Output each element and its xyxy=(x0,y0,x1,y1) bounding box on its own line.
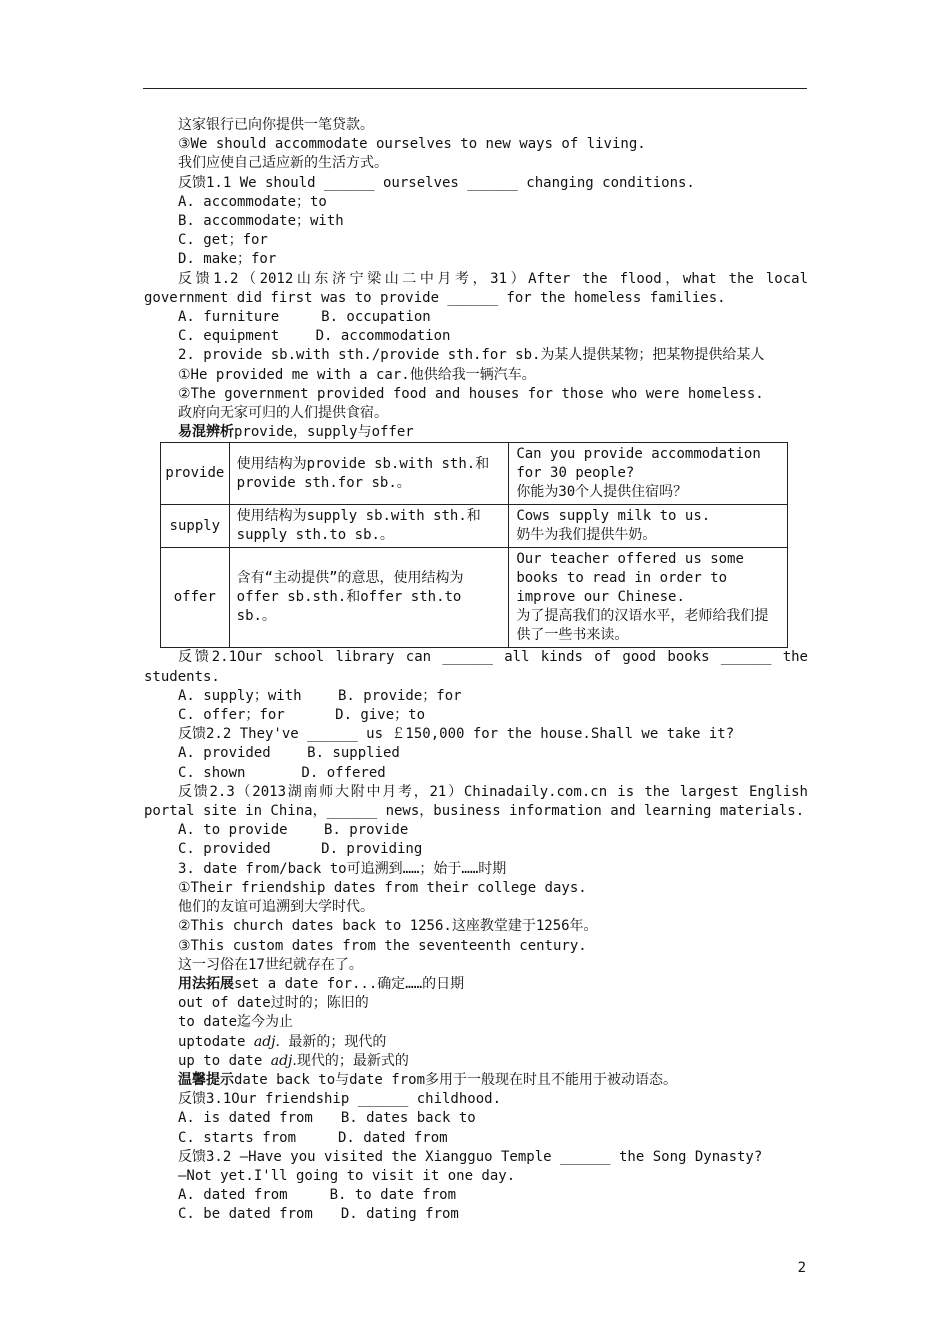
section-heading-2: 2. provide sb.with sth./provide sth.for sb.为某人提供某物；把某物提供给某人 xyxy=(178,347,765,364)
option-line: A. dated from B. to date from xyxy=(178,1187,457,1204)
option-line: C. be dated from D. dating from xyxy=(178,1206,459,1223)
example-en: Cows supply milk to us. xyxy=(516,508,711,525)
example-line: ①He provided me with a car.他供给我一辆汽车。 xyxy=(178,366,536,383)
page-body xyxy=(144,116,808,1225)
exercise-3-2: 反馈3.2 —Have you visited the Xiangguo Temple ______ the Song Dynasty? xyxy=(178,1148,763,1165)
exercise-1-1: 反馈1.1 We should ______ ourselves ______ changing conditions. xyxy=(178,174,695,191)
example-line: ③This custom dates from the seventeenth century. xyxy=(178,937,587,954)
comparison-table xyxy=(160,442,788,648)
exercise-1-2: 反馈1.2（2012山东济宁梁山二中月考，31）After the flood，what the local xyxy=(178,270,808,287)
exercise-2-2: 反馈2.2 They've ______ us ￡150,000 for the house.Shall we take it? xyxy=(178,726,735,743)
option-line: A. is dated from B. dates back to xyxy=(178,1110,476,1127)
table-cell-example xyxy=(509,505,788,548)
table-cell-usage: 含有“主动提供”的意思，使用结构为offer sb.sth.和offer sth.to sb.。 xyxy=(229,548,509,648)
extension-line xyxy=(144,1052,808,1071)
meaning: 现代的；最新式的 xyxy=(296,1052,409,1069)
table-cell-example xyxy=(509,443,788,505)
extension-line: out of date过时的；陈旧的 xyxy=(178,995,369,1012)
text-line: 这家银行已向你提供一笔贷款。 xyxy=(178,117,374,133)
extension-line: to date迄今为止 xyxy=(178,1014,294,1031)
option-line: A. furniture B. occupation xyxy=(178,309,431,326)
example-line: ②This church dates back to 1256.这座教堂建于1256年。 xyxy=(178,918,598,935)
term: uptodate xyxy=(178,1033,246,1050)
option-line: A. accommodate；to xyxy=(178,193,327,210)
table-cell-word: provide xyxy=(161,443,230,505)
confusion-note xyxy=(144,423,808,442)
example-line: ②The government provided food and houses for those who were homeless. xyxy=(178,385,764,402)
exercise-2-1: 反馈2.1Our school library can ______ all kinds of good books ______ the xyxy=(178,649,808,666)
exercise-2-1-cont: students. xyxy=(144,668,220,685)
extension-label: 用法拓展 xyxy=(178,975,234,992)
example-cn: 你能为30个人提供住宿吗？ xyxy=(516,484,688,501)
table-cell-usage: 使用结构为supply sb.with sth.和supply sth.to sb.。 xyxy=(229,505,509,548)
exercise-3-1: 反馈3.1Our friendship ______ childhood. xyxy=(178,1091,502,1108)
text-line: 我们应使自己适应新的生活方式。 xyxy=(178,155,388,172)
example-en: Can you provide accommodation for 30 people? xyxy=(516,446,761,482)
exercise-2-3: 反馈2.3（2013湖南师大附中月考，21）Chinadaily.com.cn is the largest English xyxy=(178,783,808,800)
section-heading-3: 3. date from/back to可追溯到……；始于……时期 xyxy=(178,860,507,877)
option-line: C. offer；for D. give；to xyxy=(178,707,426,724)
example-en: Our teacher offered us some books to read in order to improve our Chinese. xyxy=(516,551,744,606)
option-line: A. provided B. supplied xyxy=(178,745,400,762)
example-line: 他们的友谊可追溯到大学时代。 xyxy=(178,899,374,916)
example-line: 政府向无家可归的人们提供食宿。 xyxy=(178,405,388,422)
option-line: D. make；for xyxy=(178,251,277,268)
example-line: ①Their friendship dates from their college days. xyxy=(178,879,587,896)
extension-text: set a date for...确定……的日期 xyxy=(234,975,465,992)
usage-extension xyxy=(144,975,808,994)
tip-text: date back to与date from多用于一般现在时且不能用于被动语态。 xyxy=(234,1071,678,1088)
option-line: C. shown D. offered xyxy=(178,764,386,781)
option-line: C. provided D. providing xyxy=(178,841,423,858)
text-line: ③We should accommodate ourselves to new ways of living. xyxy=(178,136,646,153)
option-line: B. accommodate；with xyxy=(178,213,344,230)
table-cell-word: supply xyxy=(161,505,230,548)
option-line: A. to provide B. provide xyxy=(178,822,409,839)
example-cn: 为了提高我们的汉语水平，老师给我们提供了一些书来读。 xyxy=(516,608,769,644)
page-number: 2 xyxy=(797,1260,806,1276)
table-cell-word: offer xyxy=(161,548,230,648)
confusion-text: provide，supply与offer xyxy=(234,424,414,441)
tip-note xyxy=(144,1071,808,1090)
option-line: C. get；for xyxy=(178,232,268,249)
table-cell-example xyxy=(509,548,788,648)
part-of-speech: adj. xyxy=(253,1033,280,1050)
table-cell-usage: 使用结构为provide sb.with sth.和provide sth.for sb.。 xyxy=(229,443,509,505)
tip-label: 温馨提示 xyxy=(178,1071,234,1088)
term: up to date xyxy=(178,1052,263,1069)
meaning: 最新的；现代的 xyxy=(288,1033,387,1050)
option-line: C. starts from D. dated from xyxy=(178,1129,448,1146)
header-rule xyxy=(143,88,807,89)
confusion-label: 易混辨析 xyxy=(178,424,234,441)
example-cn: 奶牛为我们提供牛奶。 xyxy=(516,527,657,544)
option-line: A. supply；with B. provide；for xyxy=(178,687,462,704)
dialogue-line: —Not yet.I'll going to visit it one day. xyxy=(178,1167,516,1184)
table-row xyxy=(161,443,788,505)
exercise-2-3-cont: portal site in China，______ news，business information and learning materials. xyxy=(144,803,805,820)
table-row xyxy=(161,505,788,548)
part-of-speech: adj. xyxy=(270,1052,297,1069)
example-line: 这一习俗在17世纪就存在了。 xyxy=(178,956,363,973)
table-row xyxy=(161,548,788,648)
option-line: C. equipment D. accommodation xyxy=(178,328,451,345)
extension-line xyxy=(144,1033,808,1052)
exercise-1-2-cont: government did first was to provide ______ for the homeless families. xyxy=(144,289,726,306)
